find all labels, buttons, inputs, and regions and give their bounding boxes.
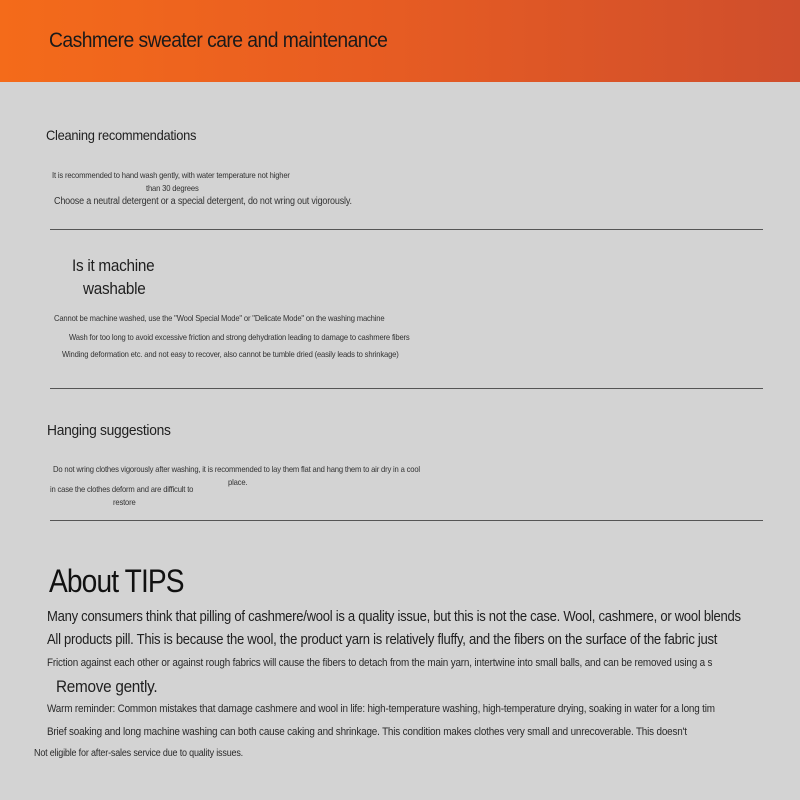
tips-paragraph-3: Friction against each other or against rough fabrics will cause the fibers to detach from the main yarn, intertwine into small balls, and can be removed using a s xyxy=(47,657,713,669)
tips-paragraph-1: Many consumers think that pilling of cashmere/wool is a quality issue, but this is not the case. Wool, cashmere, or wool blends xyxy=(47,609,741,625)
machine-line-2: Wash for too long to avoid excessive friction and strong dehydration leading to damage to cashmere fibers xyxy=(69,332,410,342)
tips-paragraph-5: Warm reminder: Common mistakes that damage cashmere and wool in life: high-temperature washing, high-temperature drying, soaking in water for a long tim xyxy=(47,703,715,715)
hanging-line-2a: in case the clothes deform and are difficult to xyxy=(50,484,194,494)
tips-paragraph-2: All products pill. This is because the wool, the product yarn is relatively fluffy, and the fibers on the surface of the fabric just xyxy=(47,632,718,648)
section-heading-hanging: Hanging suggestions xyxy=(47,422,171,439)
cleaning-line-1a: It is recommended to hand wash gently, with water temperature not higher xyxy=(52,170,290,180)
machine-line-1: Cannot be machine washed, use the "Wool Special Mode" or "Delicate Mode" on the washing machine xyxy=(54,313,385,323)
hanging-line-2b: restore xyxy=(113,497,136,507)
hanging-line-1b: place. xyxy=(228,477,248,487)
machine-line-3: Winding deformation etc. and not easy to recover, also cannot be tumble dried (easily leads to shrinkage) xyxy=(62,349,399,359)
section-heading-machine-1: Is it machine xyxy=(72,256,155,275)
header-banner xyxy=(0,0,800,82)
tips-paragraph-4: Remove gently. xyxy=(56,677,158,696)
divider xyxy=(50,388,763,389)
hanging-line-1a: Do not wring clothes vigorously after washing, it is recommended to lay them flat and hang them to air dry in a cool xyxy=(53,464,420,474)
divider xyxy=(50,520,763,521)
cleaning-line-2: Choose a neutral detergent or a special detergent, do not wring out vigorously. xyxy=(54,196,352,207)
tips-paragraph-6: Brief soaking and long machine washing can both cause caking and shrinkage. This condition makes clothes very small and unrecoverable. This doesn't xyxy=(47,726,687,738)
tips-heading: About TIPS xyxy=(49,563,184,599)
section-heading-machine-2: washable xyxy=(83,279,146,298)
section-heading-cleaning: Cleaning recommendations xyxy=(46,127,197,143)
cleaning-line-1b: than 30 degrees xyxy=(146,183,199,193)
divider xyxy=(50,229,763,230)
tips-paragraph-7: Not eligible for after-sales service due to quality issues. xyxy=(34,748,243,759)
page-title: Cashmere sweater care and maintenance xyxy=(49,29,388,52)
